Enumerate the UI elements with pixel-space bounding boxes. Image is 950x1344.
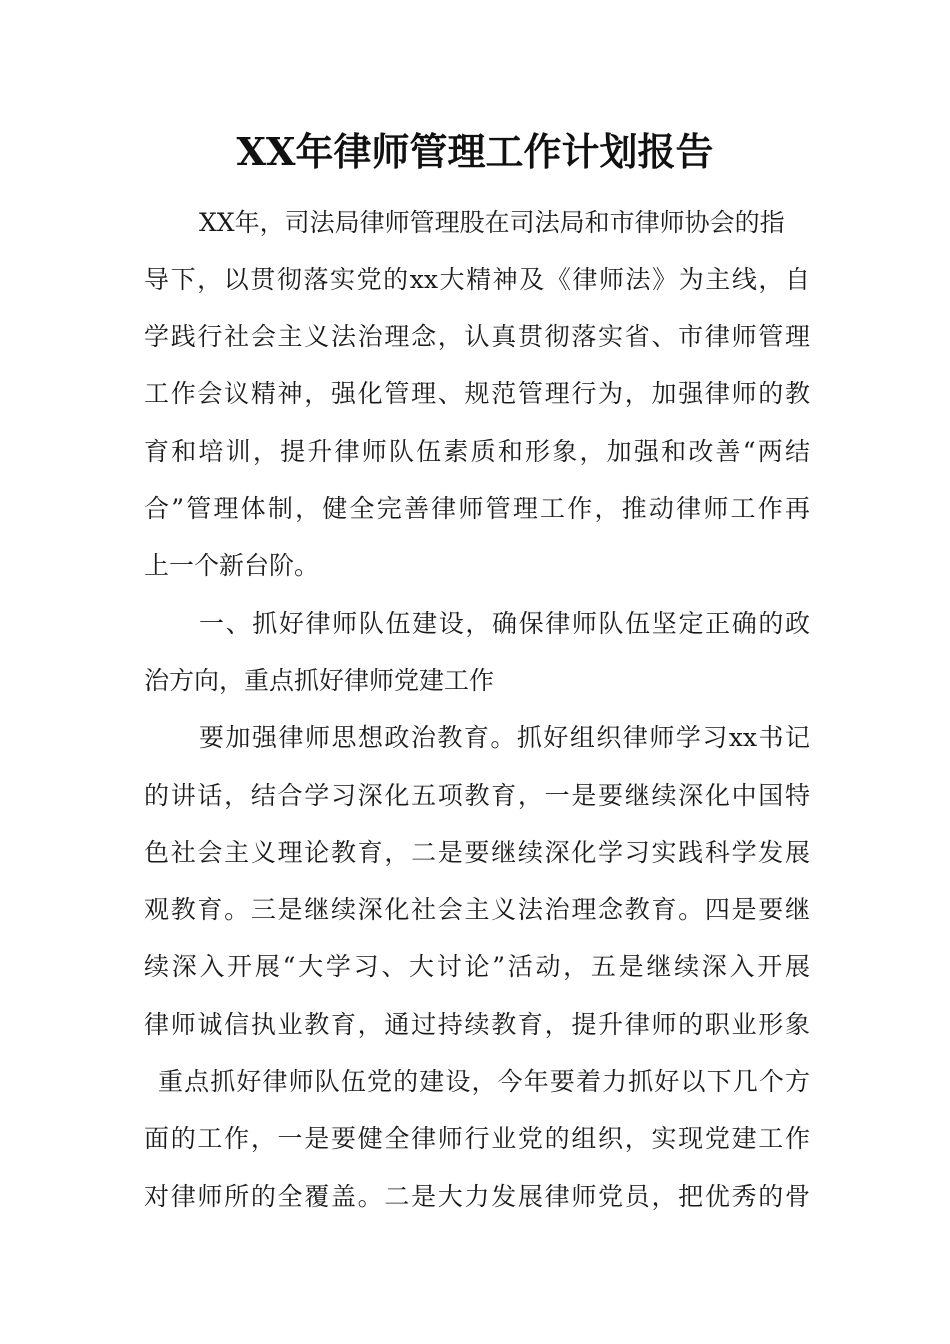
paragraph-line: 上一个新台阶。 xyxy=(144,551,320,580)
paragraph-line: 育和培训，提升律师队伍素质和形象，加强和改善“两结 xyxy=(144,437,810,466)
paragraph-line: 对律师所的全覆盖。二是大力发展律师党员，把优秀的骨 xyxy=(144,1182,810,1211)
section-heading-line: 一、抓好律师队伍建设，确保律师队伍坚定正确的政 xyxy=(199,609,810,638)
paragraph-line: 工作会议精神，强化管理、规范管理行为，加强律师的教 xyxy=(144,379,810,408)
paragraph-line: 观教育。三是继续深化社会主义法治理念教育。四是要继 xyxy=(144,895,810,924)
paragraph-line: XX年，司法局律师管理股在司法局和市律师协会的指 xyxy=(199,208,785,237)
paragraph-line: 合”管理体制，健全完善律师管理工作，推动律师工作再 xyxy=(144,494,810,523)
paragraph-line: 学践行社会主义法治理念，认真贯彻落实省、市律师管理 xyxy=(144,322,810,351)
paragraph-line: 的讲话，结合学习深化五项教育，一是要继续深化中国特 xyxy=(144,781,810,810)
paragraph-line: 要加强律师思想政治教育。抓好组织律师学习xx书记 xyxy=(199,723,810,752)
paragraph-line: 面的工作，一是要健全律师行业党的组织，实现党建工作 xyxy=(144,1124,810,1153)
paragraph-line: 导下，以贯彻落实党的xx大精神及《律师法》为主线，自 xyxy=(144,265,810,294)
paragraph-line: 律师诚信执业教育，通过持续教育，提升律师的职业形象 xyxy=(144,1010,810,1039)
paragraph-line: 续深入开展“大学习、大讨论”活动，五是继续深入开展 xyxy=(144,952,810,981)
paragraph-line: 重点抓好律师队伍党的建设，今年要着力抓好以下几个方 xyxy=(158,1067,810,1096)
paragraph-line: 色社会主义理论教育，二是要继续深化学习实践科学发展 xyxy=(144,838,810,867)
section-heading-line: 治方向，重点抓好律师党建工作 xyxy=(144,666,495,695)
document-title: XX年律师管理工作计划报告 xyxy=(236,129,714,174)
